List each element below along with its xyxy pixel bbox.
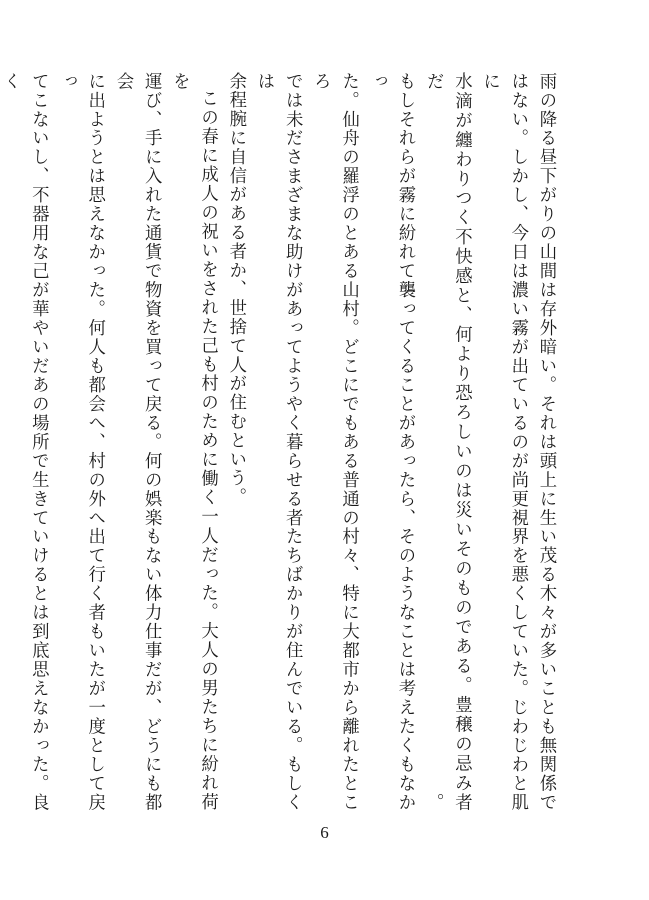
text-line: もしそれらが霧に紛れて襲ってくることがあったら、そのようなことは考えたくもなかっ xyxy=(366,72,415,812)
text-line: 水滴が纏わりつく不快感と、何より恐ろしいのは災いそのものである。豊穣の忌み者だ。 xyxy=(423,72,472,812)
text-line: 運び、手に入れた通貨で物資を買って戻る。何の娯楽もない体力仕事だが、どうにも都会 xyxy=(112,72,162,812)
vertical-text-body xyxy=(0,72,560,812)
text-line: 余程腕に自信がある者か、世捨て人が住むという。 xyxy=(225,72,246,507)
text-line: この春に成人の祝いをされた己も村のために働く一人だった。大人の男たちに紛れ荷を xyxy=(169,72,218,812)
text-line: 雨の降る昼下がりの山間は存外暗い。それは頭上に生い茂る木々が多いことも無関係で xyxy=(536,72,556,812)
page-number: 6 xyxy=(320,823,329,842)
text-line: はない。しかし、今日は濃い霧が出ているのが尚更視界を悪くしていた。じわじわと肌に xyxy=(479,72,528,812)
text-line: に出ようとは思えなかった。何人も都会へ、村の外へ出て行く者もいたが一度として戻っ xyxy=(56,72,105,812)
text-line: た。仙舟の羅浮のとある山村。どこにでもある普通の村々、特に大都市から離れたところ xyxy=(310,72,359,812)
text-line: では未ださまざまな助けがあってようやく暮らせる者たちばかりが住んでいる。もしくは xyxy=(253,72,303,812)
text-line: てこないし、不器用な己が華やいだあの場所で生きていけるとは到底思えなかった。良く xyxy=(0,72,49,812)
